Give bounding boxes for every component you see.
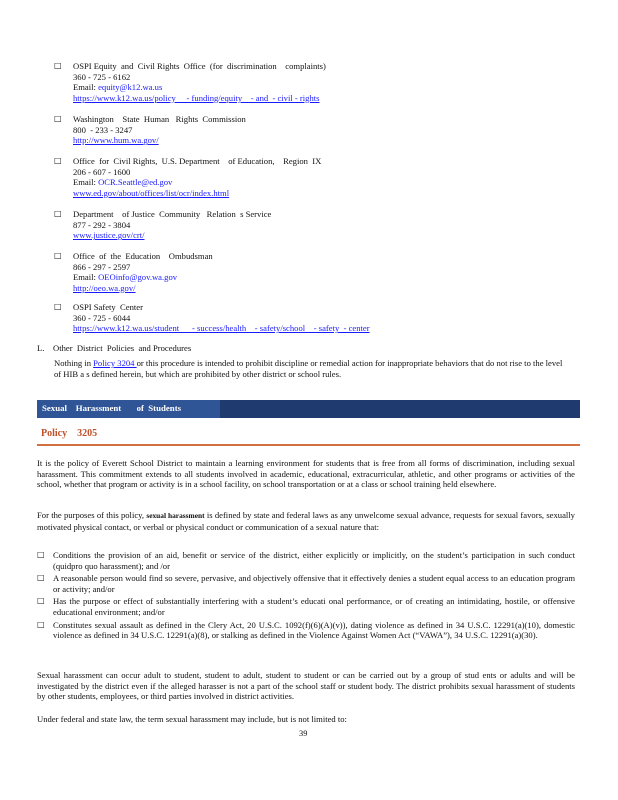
contact-phone: 800 - 233 - 3247: [73, 124, 133, 135]
bullet-glyph-icon: □: [54, 61, 62, 70]
list-item-text: Constitutes sexual assault as defined in the Clery Act, 20 U.S.C. 1092(f)(6)(A)(v)), dating violence as defined in 34 U.S.C. 12291(a)(10), domestic violence as defined in 34 U.S.C. 12291(a)(8), or stalking as defined in the Violence Against Women Act (“VAWA”), 34 U.S.C. 12291(a)(30).: [53, 619, 575, 641]
list-item-text: Has the purpose or effect of substantially interfering with a student’s educati onal performance, or of creating an intimidating, hostile, or offensive educational environment; and/or: [53, 596, 575, 617]
defined-term: sexual harassment: [146, 511, 205, 520]
bullet-glyph-icon: □: [37, 596, 45, 606]
contact-phone: 206 - 607 - 1600: [73, 166, 131, 177]
contact-name: OSPI Safety Center: [73, 302, 143, 312]
contact-phone: 360 - 725 - 6162: [73, 71, 131, 82]
policy-title: Policy 3205: [41, 428, 98, 439]
contact-email-link[interactable]: OCR.Seattle@ed.gov: [98, 177, 173, 188]
body-paragraph-2: [37, 510, 575, 532]
list-item: [37, 550, 575, 571]
list-item-text: Conditions the provision of an aid, benefit or service of the district, either explicitly or implicitly, on the student’s participation in such conduct (quidpro quo harassment); and /or: [53, 550, 575, 571]
bullet-glyph-icon: □: [54, 209, 62, 218]
list-item: [37, 620, 575, 641]
bullet-glyph-icon: □: [54, 156, 62, 165]
contact-email-link[interactable]: OEOinfo@gov.wa.gov: [98, 272, 178, 283]
body-paragraph-1: It is the policy of Everett School District to maintain a learning environment for students that is free from all forms of discrimination, including sexual harassment. This commitment extends to all students involved in academic, educational, extracurricular, athletic, and other programs or activities of the school, whether that program or activity is in a school facility, on school transportation or at a class or school training held elsewhere.: [37, 458, 575, 490]
contact-doj-crs: [54, 209, 574, 241]
body-paragraph-3: Sexual harassment can occur adult to student, student to adult, student to student or can be carried out by a group of stud ents or adults and will be investigated by the district even if the alleged harasser is not a part of the school staff or student body. The district prohibits sexual harassment of students by other students, employees, or third parties involved in district activities.: [37, 670, 575, 702]
contact-ospi-equity: [54, 61, 574, 103]
contact-url-link[interactable]: https://www.k12.wa.us/policy - funding/equity - and - civil - rights: [73, 92, 320, 103]
bullet-glyph-icon: □: [37, 619, 45, 629]
contact-phone: 360 - 725 - 6044: [73, 312, 131, 323]
bullet-glyph-icon: □: [37, 573, 45, 583]
bullet-glyph-icon: □: [54, 251, 62, 260]
contact-name: Department of Justice Community Relation s Service: [73, 209, 272, 219]
bullet-glyph-icon: □: [54, 302, 62, 311]
contact-url-link[interactable]: http://oeo.wa.gov/: [73, 282, 136, 293]
contact-url-link[interactable]: https://www.k12.wa.us/student - success/health - safety/school - safety - center: [73, 323, 370, 334]
section-l-heading: L. Other District Policies and Procedures: [37, 343, 192, 353]
contact-name: Washington State Human Rights Commission: [73, 114, 246, 124]
bullet-glyph-icon: □: [54, 114, 62, 123]
bullet-glyph-icon: □: [37, 550, 45, 559]
policy-divider: [37, 444, 580, 446]
definition-bullet-list: [37, 550, 575, 643]
contact-email-link[interactable]: equity@k12.wa.us: [98, 82, 163, 93]
list-item: [37, 596, 575, 617]
contact-name: Office for Civil Rights, U.S. Department of Education, Region IX: [73, 156, 322, 166]
contact-phone: 866 - 297 - 2597: [73, 261, 131, 272]
page-number: 39: [299, 729, 308, 738]
section-l-text-post: or this procedure is intended to prohibit discipline or remedial action for inappropriate behaviors that do not rise to the level of HIB a s defined herein, but which are prohibited by other district or school rules.: [54, 358, 563, 379]
contact-name: Office of the Education Ombudsman: [73, 251, 213, 261]
p2-text-post: is defined by state and federal laws as any unwelcome sexual advance, requests for sexual favors, sexually motivated physical contact, or verbal or physical conduct or communication of a sexual nature that:: [37, 510, 575, 532]
banner-title: Sexual Harassment of Students: [42, 403, 182, 413]
email-label: Email:: [73, 177, 96, 188]
contact-name: OSPI Equity and Civil Rights Office (for discrimination complaints): [73, 61, 326, 71]
p2-text-pre: For the purposes of this policy,: [37, 510, 147, 520]
section-l-text-pre: Nothing in: [54, 358, 94, 368]
contact-url-link[interactable]: www.justice.gov/crt/: [73, 230, 145, 241]
contact-url-link[interactable]: http://www.hum.wa.gov/: [73, 135, 159, 146]
section-l-paragraph: [54, 358, 564, 379]
contact-education-ombudsman: [54, 251, 574, 293]
body-paragraph-4: Under federal and state law, the term sexual harassment may include, but is not limited to:: [37, 714, 347, 724]
section-banner: [37, 400, 580, 418]
list-item: [37, 573, 575, 594]
policy-3204-link[interactable]: Policy 3204: [93, 358, 137, 368]
email-label: Email:: [73, 272, 96, 283]
contact-ocr: [54, 156, 574, 198]
contact-phone: 877 - 292 - 3804: [73, 219, 131, 230]
list-item-text: A reasonable person would find so severe, pervasive, and objectively offensive that it effectively denies a student equal access to an education program or activity; and/or: [53, 573, 575, 594]
contact-ospi-safety: [54, 302, 574, 334]
contact-wa-human-rights: [54, 114, 574, 146]
contact-url-link[interactable]: www.ed.gov/about/offices/list/ocr/index.html: [73, 187, 230, 198]
email-label: Email:: [73, 82, 96, 93]
